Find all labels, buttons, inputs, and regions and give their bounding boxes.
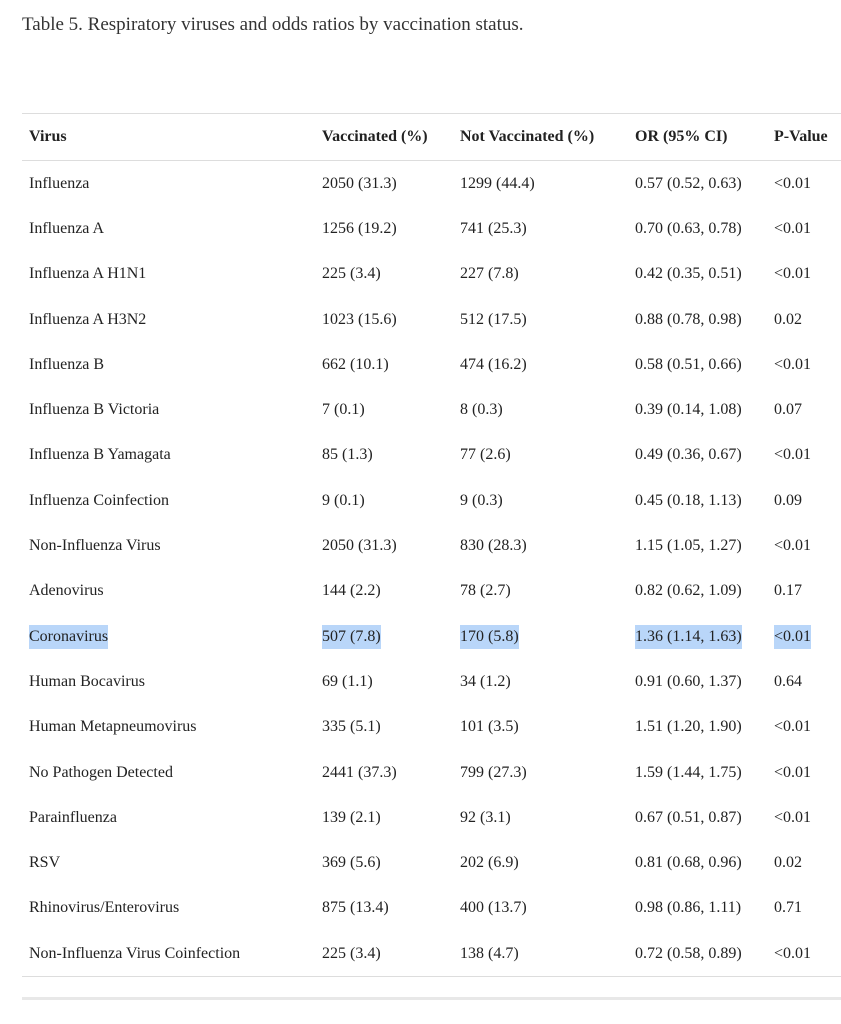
cell-odds-ratio-text: 0.45 (0.18, 1.13) — [635, 491, 742, 509]
cell-odds-ratio-text: 1.15 (1.05, 1.27) — [635, 537, 742, 555]
cell-virus — [22, 840, 315, 885]
cell-p-value — [767, 750, 841, 795]
cell-vaccinated-text: 507 (7.8) — [322, 625, 381, 649]
cell-vaccinated-text: 1256 (19.2) — [322, 219, 397, 237]
cell-virus — [22, 478, 315, 523]
table-row-highlighted — [22, 614, 841, 659]
cell-odds-ratio-text: 0.67 (0.51, 0.87) — [635, 808, 742, 826]
cell-not-vaccinated-text: 77 (2.6) — [460, 446, 511, 464]
cell-vaccinated-text: 2050 (31.3) — [322, 174, 397, 192]
cell-virus — [22, 297, 315, 342]
cell-virus — [22, 705, 315, 750]
cell-not-vaccinated-text: 512 (17.5) — [460, 310, 527, 328]
cell-p-value-text: <0.01 — [774, 763, 812, 781]
cell-p-value-text: 0.64 — [774, 672, 802, 690]
cell-not-vaccinated-text: 830 (28.3) — [460, 537, 527, 555]
table-row — [22, 433, 841, 478]
table-row — [22, 886, 841, 931]
cell-not-vaccinated — [453, 659, 628, 704]
cell-vaccinated — [315, 252, 453, 297]
results-table — [22, 113, 841, 977]
cell-p-value — [767, 795, 841, 840]
cell-not-vaccinated — [453, 840, 628, 885]
cell-vaccinated-text: 69 (1.1) — [322, 672, 373, 690]
cell-odds-ratio — [628, 478, 767, 523]
cell-p-value — [767, 886, 841, 931]
cell-p-value — [767, 569, 841, 614]
header-not-vaccinated: Not Vaccinated (%) — [460, 128, 595, 145]
cell-virus-text: Influenza B — [29, 355, 105, 373]
cell-p-value — [767, 523, 841, 568]
cell-vaccinated — [315, 523, 453, 568]
cell-virus-text: Human Metapneumovirus — [29, 718, 197, 736]
cell-virus-text: Influenza Coinfection — [29, 491, 169, 509]
cell-vaccinated-text: 335 (5.1) — [322, 718, 381, 736]
cell-not-vaccinated — [453, 705, 628, 750]
cell-p-value — [767, 387, 841, 432]
cell-odds-ratio — [628, 342, 767, 387]
cell-odds-ratio — [628, 705, 767, 750]
table-row — [22, 206, 841, 251]
cell-not-vaccinated-text: 799 (27.3) — [460, 763, 527, 781]
cell-vaccinated-text: 144 (2.2) — [322, 582, 381, 600]
cell-p-value — [767, 931, 841, 977]
cell-not-vaccinated — [453, 569, 628, 614]
cell-virus — [22, 931, 315, 977]
cell-not-vaccinated — [453, 750, 628, 795]
header-virus: Virus — [29, 128, 67, 145]
cell-p-value-text: <0.01 — [774, 174, 812, 192]
cell-p-value — [767, 297, 841, 342]
cell-vaccinated-text: 85 (1.3) — [322, 446, 373, 464]
cell-odds-ratio-text: 0.49 (0.36, 0.67) — [635, 446, 742, 464]
cell-not-vaccinated-text: 474 (16.2) — [460, 355, 527, 373]
table-caption: Table 5. Respiratory viruses and odds ratios by vaccination status. — [22, 14, 524, 35]
cell-virus — [22, 659, 315, 704]
cell-virus — [22, 523, 315, 568]
cell-odds-ratio-text: 0.42 (0.35, 0.51) — [635, 265, 742, 283]
cell-not-vaccinated-text: 78 (2.7) — [460, 582, 511, 600]
cell-virus-text: Non-Influenza Virus — [29, 537, 161, 555]
cell-p-value — [767, 342, 841, 387]
table-container — [22, 113, 841, 977]
header-p-value: P-Value — [774, 128, 828, 145]
cell-vaccinated-text: 1023 (15.6) — [322, 310, 397, 328]
cell-not-vaccinated — [453, 523, 628, 568]
table-body — [22, 161, 841, 977]
cell-virus-text: Human Bocavirus — [29, 672, 145, 690]
cell-p-value-text: <0.01 — [774, 219, 812, 237]
header-odds-ratio: OR (95% CI) — [635, 128, 728, 145]
cell-vaccinated-text: 9 (0.1) — [322, 491, 365, 509]
cell-odds-ratio-text: 0.98 (0.86, 1.11) — [635, 899, 742, 917]
cell-p-value-text: <0.01 — [774, 355, 812, 373]
cell-virus — [22, 433, 315, 478]
cell-virus-text: RSV — [29, 854, 61, 872]
cell-virus-text: Influenza — [29, 174, 90, 192]
cell-virus — [22, 342, 315, 387]
cell-vaccinated-text: 2441 (37.3) — [322, 763, 397, 781]
cell-p-value-text: 0.02 — [774, 310, 802, 328]
cell-virus-text: Influenza B Yamagata — [29, 446, 171, 464]
cell-not-vaccinated — [453, 387, 628, 432]
cell-vaccinated — [315, 342, 453, 387]
cell-virus-text: Influenza A — [29, 219, 105, 237]
cell-not-vaccinated-text: 34 (1.2) — [460, 672, 511, 690]
cell-vaccinated — [315, 886, 453, 931]
cell-not-vaccinated — [453, 161, 628, 207]
cell-vaccinated-text: 369 (5.6) — [322, 854, 381, 872]
cell-vaccinated — [315, 931, 453, 977]
cell-odds-ratio — [628, 659, 767, 704]
table-row — [22, 342, 841, 387]
cell-virus — [22, 614, 315, 659]
cell-not-vaccinated — [453, 614, 628, 659]
cell-vaccinated — [315, 206, 453, 251]
cell-virus — [22, 387, 315, 432]
cell-not-vaccinated — [453, 252, 628, 297]
cell-p-value-text: <0.01 — [774, 537, 812, 555]
header-vaccinated: Vaccinated (%) — [322, 128, 428, 145]
table-row — [22, 750, 841, 795]
cell-odds-ratio — [628, 886, 767, 931]
cell-odds-ratio-text: 1.51 (1.20, 1.90) — [635, 718, 742, 736]
cell-vaccinated-text: 875 (13.4) — [322, 899, 389, 917]
table-row — [22, 252, 841, 297]
cell-not-vaccinated-text: 202 (6.9) — [460, 854, 519, 872]
cell-p-value — [767, 161, 841, 207]
cell-virus-text: Influenza A H3N2 — [29, 310, 147, 328]
cell-virus — [22, 795, 315, 840]
cell-virus-text: Coronavirus — [29, 625, 108, 649]
table-header — [22, 114, 841, 161]
cell-p-value-text: 0.17 — [774, 582, 802, 600]
cell-p-value-text: <0.01 — [774, 944, 812, 962]
cell-virus-text: No Pathogen Detected — [29, 763, 173, 781]
cell-p-value — [767, 705, 841, 750]
cell-virus-text: Parainfluenza — [29, 808, 117, 826]
footer-divider — [22, 997, 841, 1000]
cell-odds-ratio — [628, 523, 767, 568]
table-row — [22, 795, 841, 840]
cell-p-value-text: 0.71 — [774, 899, 802, 917]
cell-vaccinated — [315, 478, 453, 523]
cell-p-value-text: 0.09 — [774, 491, 802, 509]
cell-virus-text: Adenovirus — [29, 582, 104, 600]
cell-odds-ratio — [628, 840, 767, 885]
table-row — [22, 387, 841, 432]
cell-not-vaccinated-text: 8 (0.3) — [460, 401, 503, 419]
table-row — [22, 931, 841, 977]
cell-vaccinated — [315, 614, 453, 659]
cell-not-vaccinated-text: 227 (7.8) — [460, 265, 519, 283]
cell-p-value-text: <0.01 — [774, 625, 811, 649]
cell-p-value-text: <0.01 — [774, 718, 812, 736]
cell-virus — [22, 569, 315, 614]
cell-virus-text: Influenza A H1N1 — [29, 265, 147, 283]
table-row — [22, 569, 841, 614]
cell-vaccinated-text: 225 (3.4) — [322, 265, 381, 283]
cell-p-value-text: <0.01 — [774, 446, 812, 464]
cell-odds-ratio-text: 0.72 (0.58, 0.89) — [635, 944, 742, 962]
cell-odds-ratio-text: 0.88 (0.78, 0.98) — [635, 310, 742, 328]
cell-vaccinated-text: 225 (3.4) — [322, 944, 381, 962]
table-row — [22, 705, 841, 750]
cell-vaccinated — [315, 705, 453, 750]
cell-vaccinated — [315, 569, 453, 614]
cell-not-vaccinated — [453, 342, 628, 387]
cell-vaccinated — [315, 433, 453, 478]
cell-odds-ratio-text: 0.82 (0.62, 1.09) — [635, 582, 742, 600]
table-row — [22, 297, 841, 342]
cell-odds-ratio-text: 0.70 (0.63, 0.78) — [635, 219, 742, 237]
cell-not-vaccinated — [453, 795, 628, 840]
cell-not-vaccinated-text: 400 (13.7) — [460, 899, 527, 917]
cell-p-value — [767, 614, 841, 659]
cell-vaccinated-text: 7 (0.1) — [322, 401, 365, 419]
cell-not-vaccinated-text: 170 (5.8) — [460, 625, 519, 649]
cell-odds-ratio-text: 1.36 (1.14, 1.63) — [635, 625, 742, 649]
cell-virus — [22, 750, 315, 795]
cell-odds-ratio — [628, 252, 767, 297]
cell-odds-ratio-text: 1.59 (1.44, 1.75) — [635, 763, 742, 781]
table-row — [22, 840, 841, 885]
cell-vaccinated-text: 662 (10.1) — [322, 355, 389, 373]
cell-p-value — [767, 252, 841, 297]
cell-odds-ratio-text: 0.81 (0.68, 0.96) — [635, 854, 742, 872]
cell-odds-ratio-text: 0.57 (0.52, 0.63) — [635, 174, 742, 192]
cell-not-vaccinated-text: 101 (3.5) — [460, 718, 519, 736]
cell-odds-ratio — [628, 614, 767, 659]
cell-vaccinated — [315, 297, 453, 342]
table-row — [22, 659, 841, 704]
cell-vaccinated — [315, 387, 453, 432]
cell-not-vaccinated-text: 92 (3.1) — [460, 808, 511, 826]
cell-odds-ratio — [628, 387, 767, 432]
cell-virus — [22, 886, 315, 931]
cell-p-value-text: <0.01 — [774, 265, 812, 283]
table-row — [22, 478, 841, 523]
cell-p-value — [767, 478, 841, 523]
cell-vaccinated-text: 2050 (31.3) — [322, 537, 397, 555]
cell-virus — [22, 161, 315, 207]
cell-virus-text: Rhinovirus/Enterovirus — [29, 899, 180, 917]
cell-vaccinated — [315, 840, 453, 885]
cell-p-value — [767, 206, 841, 251]
cell-p-value-text: 0.02 — [774, 854, 802, 872]
cell-odds-ratio-text: 0.91 (0.60, 1.37) — [635, 672, 742, 690]
table-row — [22, 523, 841, 568]
cell-odds-ratio — [628, 795, 767, 840]
cell-p-value — [767, 840, 841, 885]
cell-vaccinated-text: 139 (2.1) — [322, 808, 381, 826]
table-row — [22, 161, 841, 207]
cell-odds-ratio-text: 0.58 (0.51, 0.66) — [635, 355, 742, 373]
cell-p-value — [767, 659, 841, 704]
cell-odds-ratio — [628, 161, 767, 207]
cell-odds-ratio — [628, 750, 767, 795]
cell-vaccinated — [315, 659, 453, 704]
cell-not-vaccinated-text: 9 (0.3) — [460, 491, 503, 509]
cell-not-vaccinated-text: 741 (25.3) — [460, 219, 527, 237]
cell-vaccinated — [315, 161, 453, 207]
cell-not-vaccinated — [453, 478, 628, 523]
header-row — [22, 114, 841, 161]
cell-not-vaccinated — [453, 886, 628, 931]
cell-odds-ratio — [628, 206, 767, 251]
cell-not-vaccinated — [453, 297, 628, 342]
cell-virus-text: Influenza B Victoria — [29, 401, 160, 419]
cell-odds-ratio — [628, 433, 767, 478]
cell-odds-ratio — [628, 569, 767, 614]
cell-virus-text: Non-Influenza Virus Coinfection — [29, 944, 241, 962]
cell-not-vaccinated — [453, 206, 628, 251]
cell-p-value — [767, 433, 841, 478]
cell-p-value-text: 0.07 — [774, 401, 802, 419]
cell-vaccinated — [315, 795, 453, 840]
cell-not-vaccinated — [453, 931, 628, 977]
cell-not-vaccinated-text: 138 (4.7) — [460, 944, 519, 962]
cell-odds-ratio — [628, 297, 767, 342]
cell-virus — [22, 252, 315, 297]
cell-virus — [22, 206, 315, 251]
cell-not-vaccinated — [453, 433, 628, 478]
cell-vaccinated — [315, 750, 453, 795]
cell-odds-ratio-text: 0.39 (0.14, 1.08) — [635, 401, 742, 419]
cell-p-value-text: <0.01 — [774, 808, 812, 826]
cell-odds-ratio — [628, 931, 767, 977]
cell-not-vaccinated-text: 1299 (44.4) — [460, 174, 535, 192]
